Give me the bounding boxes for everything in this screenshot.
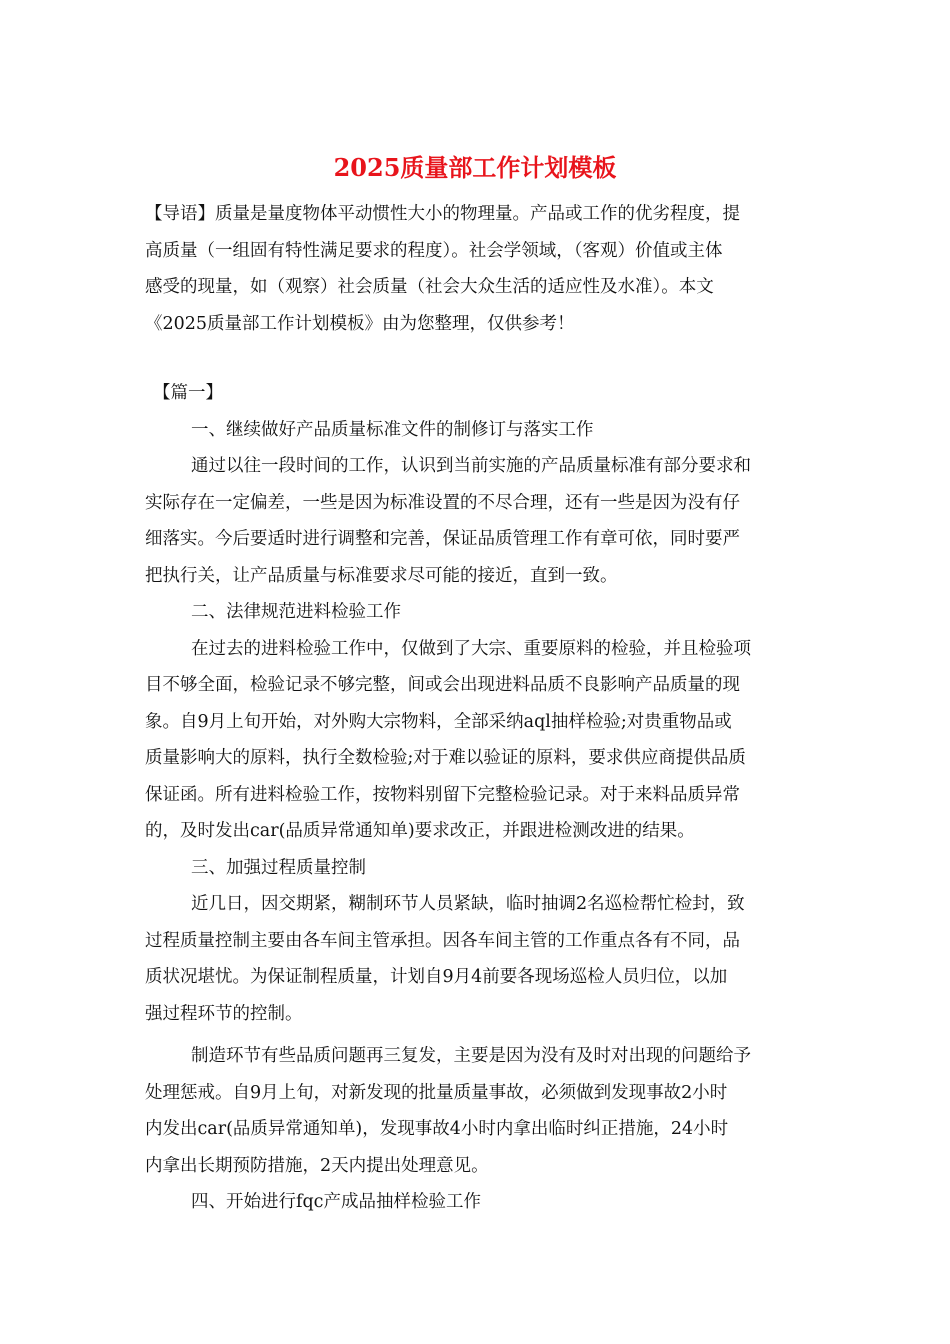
section-heading-3: 三、加强过程质量控制 bbox=[191, 857, 366, 878]
intro-line: 高质量（一组固有特性满足要求的程度）。社会学领域，（客观）价值或主体 bbox=[145, 240, 723, 261]
section-label: 【篇一】 bbox=[153, 383, 223, 403]
paragraph-line: 强过程环节的控制。 bbox=[145, 1003, 303, 1024]
paragraph-line: 内拿出长期预防措施，2天内提出处理意见。 bbox=[145, 1155, 489, 1176]
paragraph-line: 实际存在一定偏差，一些是因为标准设置的不尽合理，还有一些是因为没有仔 bbox=[145, 492, 740, 513]
document-body bbox=[145, 375, 810, 1221]
paragraph-line: 细落实。今后要适时进行调整和完善，保证品质管理工作有章可依，同时要严 bbox=[145, 529, 740, 549]
intro-line: 《2025质量部工作计划模板》由为您整理，仅供参考！ bbox=[145, 313, 575, 334]
document-title: 2025质量部工作计划模板 bbox=[333, 153, 617, 182]
intro-line: 【导语】质量是量度物体平动惯性大小的物理量。产品或工作的优劣程度，提 bbox=[145, 204, 740, 224]
paragraph-line: 的，及时发出car(品质异常通知单)要求改正，并跟进检测改进的结果。 bbox=[145, 821, 695, 841]
paragraph-line: 把执行关，让产品质量与标准要求尽可能的接近，直到一致。 bbox=[145, 565, 618, 586]
intro-line: 感受的现量，如（观察）社会质量（社会大众生活的适应性及水准）。本文 bbox=[145, 277, 714, 297]
paragraph-line: 通过以往一段时间的工作，认识到当前实施的产品质量标准有部分要求和 bbox=[191, 456, 751, 476]
paragraph-line: 内发出car(品质异常通知单)，发现事故4小时内拿出临时纠正措施，24小时 bbox=[145, 1119, 729, 1139]
paragraph-line: 过程质量控制主要由各车间主管承担。因各车间主管的工作重点各有不同，品 bbox=[145, 930, 740, 951]
paragraph-line: 保证函。所有进料检验工作，按物料别留下完整检验记录。对于来料品质异常 bbox=[145, 784, 740, 805]
paragraph-line: 质状况堪忧。为保证制程质量，计划自9月4前要各现场巡检人员归位，以加 bbox=[145, 967, 728, 987]
paragraph-line: 近几日，因交期紧，糊制环节人员紧缺，临时抽调2名巡检帮忙检封，致 bbox=[191, 894, 745, 914]
paragraph-line: 制造环节有些品质问题再三复发，主要是因为没有及时对出现的问题给予 bbox=[191, 1046, 751, 1066]
paragraph-line: 在过去的进料检验工作中，仅做到了大宗、重要原料的检验，并且检验项 bbox=[191, 638, 751, 659]
section-heading-1: 一、继续做好产品质量标准文件的制修订与落实工作 bbox=[191, 419, 594, 440]
paragraph-line: 质量影响大的原料，执行全数检验;对于难以验证的原料，要求供应商提供品质 bbox=[145, 748, 746, 768]
section-heading-2: 二、法律规范进料检验工作 bbox=[191, 602, 401, 622]
intro-paragraph bbox=[145, 196, 810, 342]
paragraph-line: 象。自9月上旬开始，对外购大宗物料，全部采纳aql抽样检验;对贵重物品或 bbox=[145, 711, 732, 732]
section-heading-4: 四、开始进行fqc产成品抽样检验工作 bbox=[191, 1192, 481, 1212]
paragraph-line: 目不够全面，检验记录不够完整，间或会出现进料品质不良影响产品质量的现 bbox=[145, 675, 740, 695]
paragraph-line: 处理惩戒。自9月上旬，对新发现的批量质量事故，必须做到发现事故2小时 bbox=[145, 1082, 728, 1103]
